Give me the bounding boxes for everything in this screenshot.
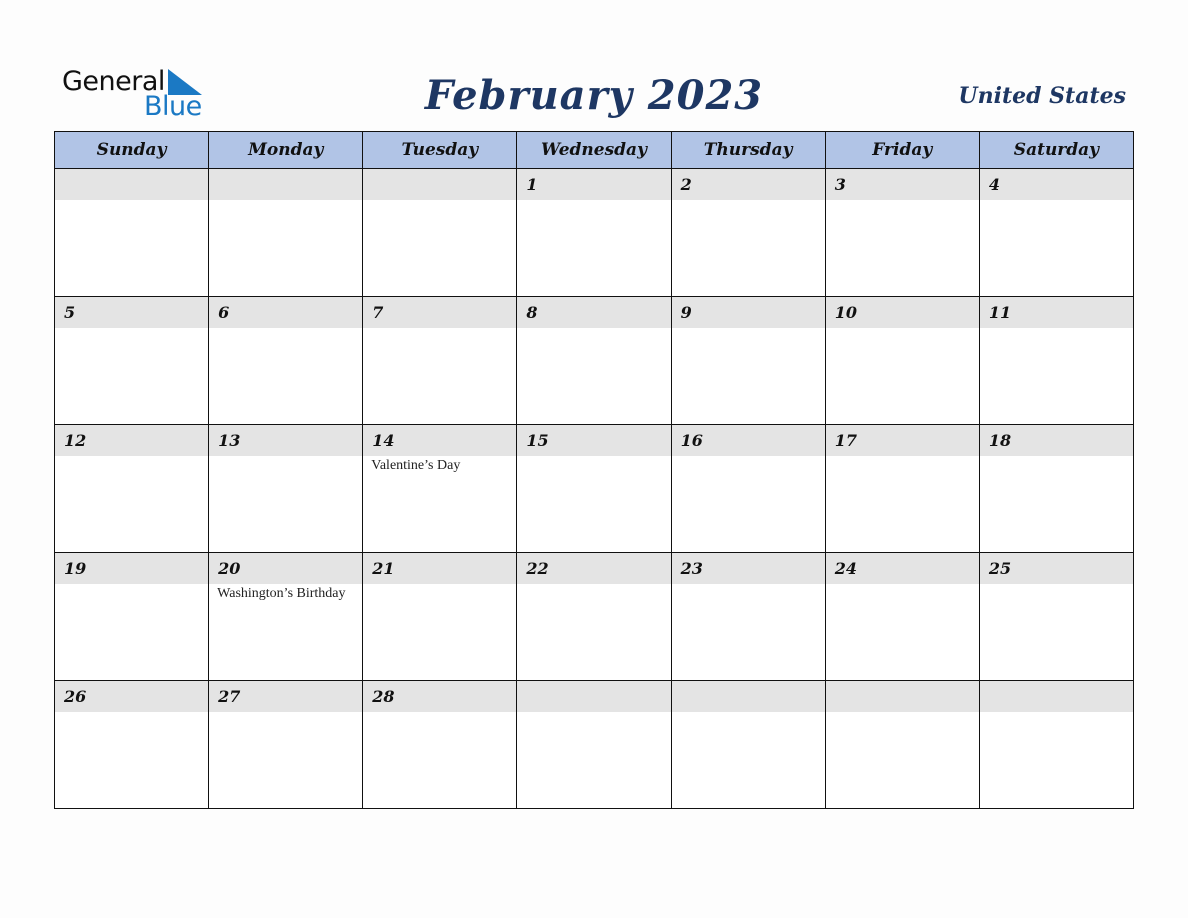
day-cell [55,681,209,809]
day-number: 12 [55,425,208,456]
day-number [980,681,1133,712]
day-number: 28 [363,681,516,712]
day-number: 2 [672,169,825,200]
day-number: 14 [363,425,516,456]
weekday-header-row [55,132,1134,169]
holiday-event [209,456,362,457]
logo-text-general: General [62,66,165,97]
weekday-friday: Friday [825,132,979,169]
day-number: 27 [209,681,362,712]
day-cell [979,681,1133,809]
day-cell [209,297,363,425]
day-number [672,681,825,712]
day-cell [517,169,671,297]
day-cell [979,425,1133,553]
holiday-event [363,584,516,585]
day-cell [671,169,825,297]
holiday-event [826,200,979,201]
day-number [826,681,979,712]
day-cell [209,681,363,809]
holiday-event: Valentine’s Day [371,458,461,473]
day-cell [363,553,517,681]
holiday-event [672,200,825,201]
day-number: 11 [980,297,1133,328]
day-number: 1 [517,169,670,200]
day-cell [671,553,825,681]
weekday-sunday: Sunday [55,132,209,169]
day-number [209,169,362,200]
page-title: February 2023 [424,72,764,119]
logo-text-blue: Blue [144,91,202,122]
holiday-event [672,456,825,457]
day-number: 16 [672,425,825,456]
day-number: 24 [826,553,979,584]
day-cell [517,297,671,425]
holiday-event [826,456,979,457]
week-row [55,681,1134,809]
day-number: 18 [980,425,1133,456]
holiday-event [980,328,1133,329]
weekday-thursday: Thursday [671,132,825,169]
holiday-event [980,584,1133,585]
day-cell [825,297,979,425]
holiday-event [517,712,670,713]
day-number: 15 [517,425,670,456]
day-cell [979,169,1133,297]
holiday-event [55,584,208,585]
weekday-monday: Monday [209,132,363,169]
day-number: 3 [826,169,979,200]
weekday-saturday: Saturday [979,132,1133,169]
day-number: 9 [672,297,825,328]
day-cell [517,425,671,553]
day-cell [517,681,671,809]
holiday-event: Washington’s Birthday [217,586,346,601]
day-number: 25 [980,553,1133,584]
month-calendar [54,131,1134,809]
holiday-event [672,584,825,585]
week-row [55,553,1134,681]
day-cell [55,169,209,297]
day-number: 10 [826,297,979,328]
day-cell [209,553,363,681]
day-cell [55,297,209,425]
holiday-event [517,584,670,585]
day-cell [209,425,363,553]
holiday-event [55,328,208,329]
holiday-event [363,328,516,329]
weekday-tuesday: Tuesday [363,132,517,169]
holiday-event [363,712,516,713]
holiday-event [672,328,825,329]
day-number: 21 [363,553,516,584]
week-row [55,425,1134,553]
day-cell [825,425,979,553]
holiday-event [517,328,670,329]
day-cell [825,681,979,809]
day-number: 7 [363,297,516,328]
holiday-event [209,328,362,329]
day-number: 26 [55,681,208,712]
day-number: 6 [209,297,362,328]
day-number: 19 [55,553,208,584]
holiday-event [209,712,362,713]
day-cell [671,681,825,809]
day-cell [55,553,209,681]
day-number: 23 [672,553,825,584]
holiday-event [55,200,208,201]
holiday-event [826,712,979,713]
day-cell [671,297,825,425]
day-cell [979,297,1133,425]
holiday-event [517,456,670,457]
day-cell [363,681,517,809]
weekday-wednesday: Wednesday [517,132,671,169]
country-label: United States [958,83,1126,109]
day-cell [363,425,517,553]
holiday-event [55,456,208,457]
holiday-event [517,200,670,201]
day-cell [363,297,517,425]
day-number: 13 [209,425,362,456]
day-cell [825,553,979,681]
week-row [55,169,1134,297]
day-cell [671,425,825,553]
holiday-event [672,712,825,713]
day-number [517,681,670,712]
holiday-event [826,584,979,585]
day-number: 8 [517,297,670,328]
holiday-event [55,712,208,713]
day-cell [825,169,979,297]
day-number [363,169,516,200]
day-cell [209,169,363,297]
day-cell [363,169,517,297]
day-number: 20 [209,553,362,584]
day-number [55,169,208,200]
day-cell [517,553,671,681]
day-number: 5 [55,297,208,328]
holiday-event [363,200,516,201]
holiday-event [980,200,1133,201]
day-cell [55,425,209,553]
holiday-event [980,456,1133,457]
week-row [55,297,1134,425]
holiday-event [980,712,1133,713]
holiday-event [826,328,979,329]
day-number: 4 [980,169,1133,200]
day-number: 22 [517,553,670,584]
day-cell [979,553,1133,681]
day-number: 17 [826,425,979,456]
holiday-event [209,200,362,201]
